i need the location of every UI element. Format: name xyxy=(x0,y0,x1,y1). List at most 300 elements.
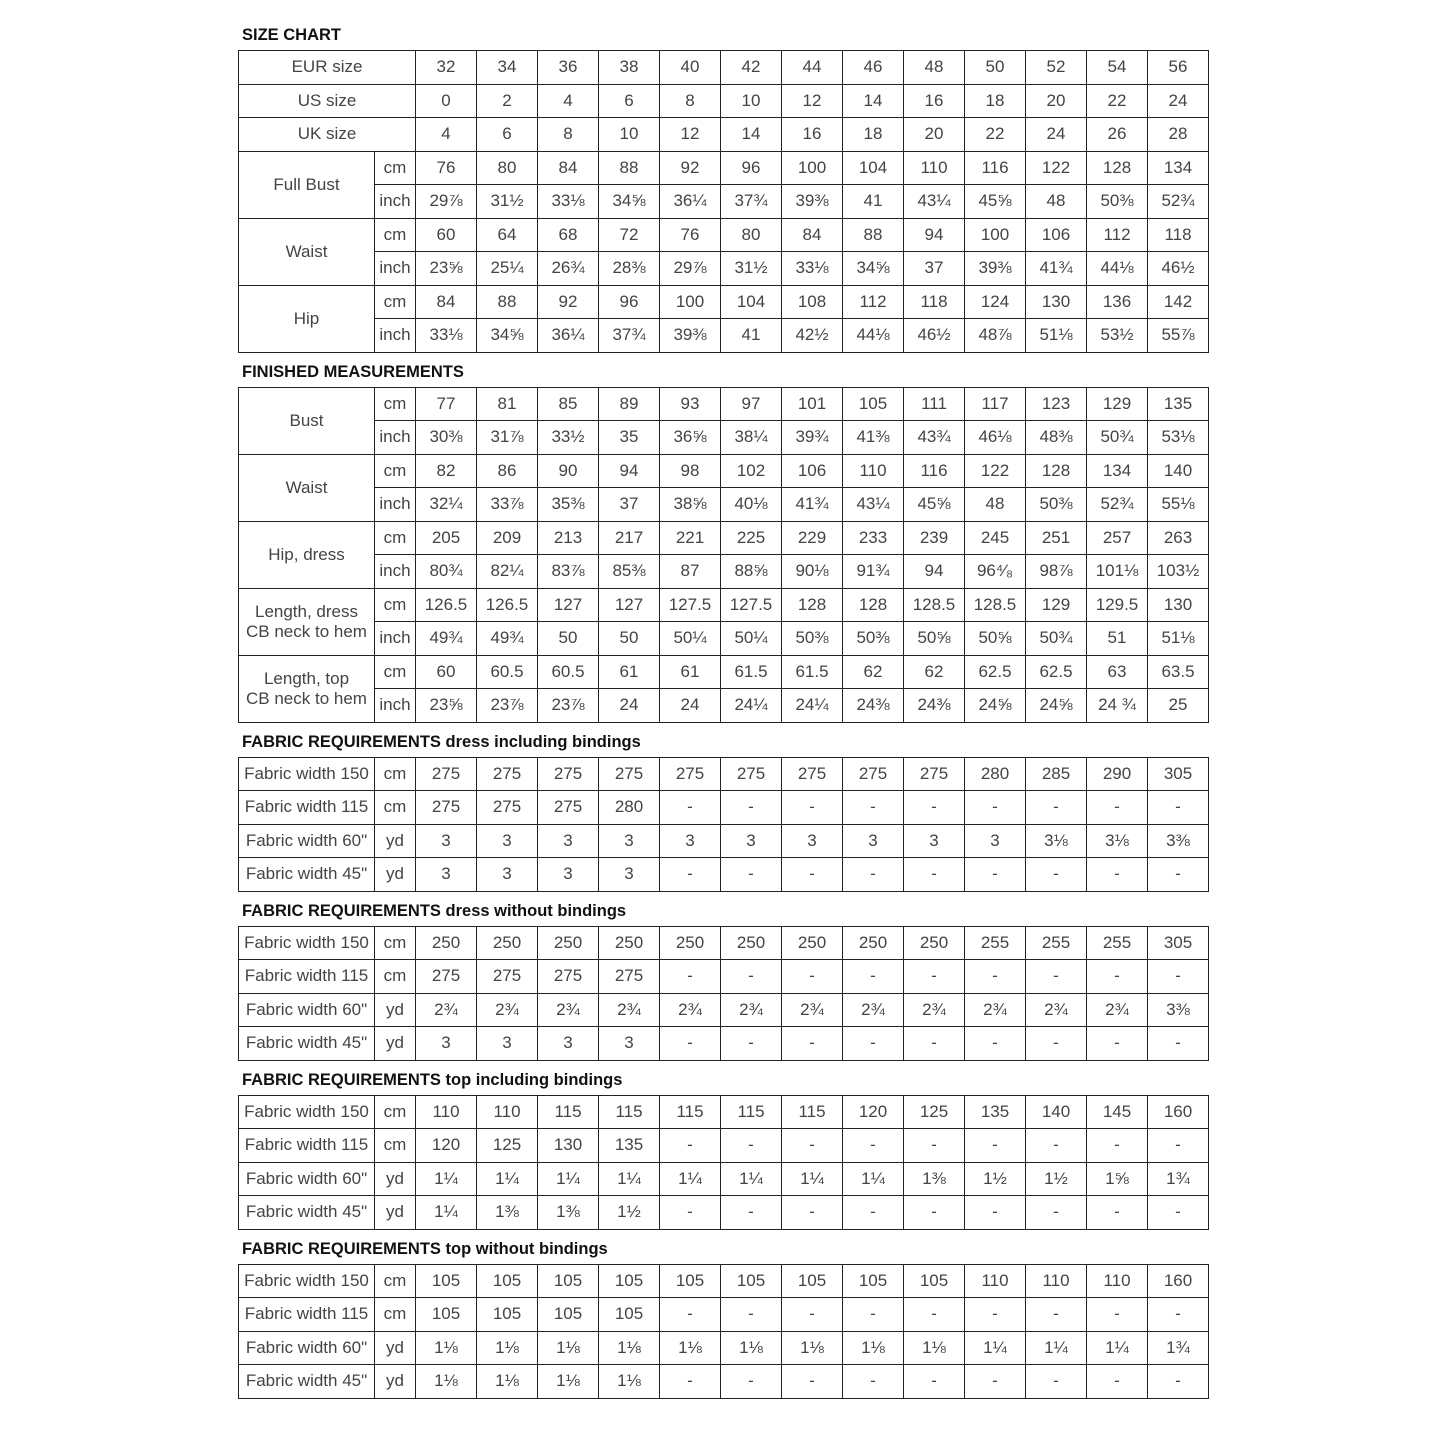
value-cell: 275 xyxy=(538,960,599,994)
value-cell: 1¼ xyxy=(721,1162,782,1196)
measurement-label xyxy=(239,454,375,521)
value-cell: 134 xyxy=(1148,151,1209,185)
value-cell: 105 xyxy=(660,1264,721,1298)
fabric-row xyxy=(239,824,1209,858)
unit-label: inch xyxy=(375,555,416,589)
value-cell: 41 xyxy=(843,185,904,219)
value-cell: - xyxy=(660,960,721,994)
size-cell: 20 xyxy=(904,118,965,152)
value-cell: 97 xyxy=(721,387,782,421)
value-cell: 105 xyxy=(538,1264,599,1298)
value-cell: - xyxy=(965,1129,1026,1163)
value-cell: 105 xyxy=(538,1298,599,1332)
value-cell: 46½ xyxy=(1148,252,1209,286)
unit-label: cm xyxy=(375,151,416,185)
value-cell: 275 xyxy=(416,791,477,825)
value-cell: 257 xyxy=(1087,521,1148,555)
unit-label: yd xyxy=(375,858,416,892)
value-cell: 1¼ xyxy=(1026,1331,1087,1365)
value-cell: 239 xyxy=(904,521,965,555)
value-cell: 33⅛ xyxy=(538,185,599,219)
value-cell: - xyxy=(1087,1129,1148,1163)
value-cell: 102 xyxy=(721,454,782,488)
value-cell: 94 xyxy=(599,454,660,488)
value-cell: 85⅜ xyxy=(599,555,660,589)
value-cell: 101⅛ xyxy=(1087,555,1148,589)
fabric-row xyxy=(239,791,1209,825)
value-cell: 34⅝ xyxy=(477,319,538,353)
value-cell: 29⅞ xyxy=(416,185,477,219)
size-cell: 24 xyxy=(1026,118,1087,152)
value-cell: - xyxy=(843,1365,904,1399)
value-cell: 1⅛ xyxy=(477,1331,538,1365)
value-cell: 250 xyxy=(538,926,599,960)
value-cell: - xyxy=(1026,858,1087,892)
fabric-row xyxy=(239,1298,1209,1332)
value-cell: 130 xyxy=(1148,588,1209,622)
fabric-row xyxy=(239,757,1209,791)
measurement-label xyxy=(239,588,375,655)
value-cell: 1½ xyxy=(1026,1162,1087,1196)
value-cell: 128.5 xyxy=(904,588,965,622)
unit-label: inch xyxy=(375,622,416,656)
value-cell: 250 xyxy=(843,926,904,960)
unit-label: cm xyxy=(375,588,416,622)
value-cell: 1½ xyxy=(599,1196,660,1230)
size-cell: 36 xyxy=(538,51,599,85)
value-cell: 24⅝ xyxy=(965,689,1026,723)
value-cell: 127.5 xyxy=(660,588,721,622)
value-cell: 134 xyxy=(1087,454,1148,488)
size-chart-document xyxy=(238,22,1208,1399)
value-cell: 86 xyxy=(477,454,538,488)
value-cell: 48 xyxy=(965,488,1026,522)
value-cell: 2¾ xyxy=(721,993,782,1027)
value-cell: 118 xyxy=(1148,218,1209,252)
fabric-title-bold: FABRIC REQUIREMENTS xyxy=(242,1239,441,1258)
value-cell: - xyxy=(904,1365,965,1399)
measurement-label-line1: Waist xyxy=(285,477,328,497)
value-cell: 44⅛ xyxy=(843,319,904,353)
value-cell: - xyxy=(1026,1298,1087,1332)
value-cell: 129.5 xyxy=(1087,588,1148,622)
value-cell: 24⅝ xyxy=(1026,689,1087,723)
value-cell: 110 xyxy=(965,1264,1026,1298)
fabric-title-sub: dress without bindings xyxy=(440,901,627,920)
row-label: US size xyxy=(239,84,416,118)
value-cell: 51⅛ xyxy=(1026,319,1087,353)
value-cell: 50¾ xyxy=(1087,421,1148,455)
value-cell: - xyxy=(782,1129,843,1163)
value-cell: 120 xyxy=(416,1129,477,1163)
value-cell: 36⅝ xyxy=(660,421,721,455)
fabric-row xyxy=(239,1331,1209,1365)
value-cell: 89 xyxy=(599,387,660,421)
value-cell: 3 xyxy=(538,824,599,858)
value-cell: 46½ xyxy=(904,319,965,353)
value-cell: 2¾ xyxy=(1087,993,1148,1027)
unit-label: cm xyxy=(375,926,416,960)
value-cell: 76 xyxy=(416,151,477,185)
value-cell: 110 xyxy=(1087,1264,1148,1298)
size-cell: 12 xyxy=(660,118,721,152)
value-cell: 120 xyxy=(843,1095,904,1129)
value-cell: 105 xyxy=(904,1264,965,1298)
value-cell: 129 xyxy=(1087,387,1148,421)
value-cell: 1¼ xyxy=(1087,1331,1148,1365)
measurement-label xyxy=(239,285,375,352)
value-cell: 50⅜ xyxy=(782,622,843,656)
value-cell: 103½ xyxy=(1148,555,1209,589)
size-cell: 16 xyxy=(904,84,965,118)
value-cell: 1¼ xyxy=(843,1162,904,1196)
value-cell: - xyxy=(782,960,843,994)
value-cell: 50 xyxy=(599,622,660,656)
measurement-row xyxy=(239,387,1209,421)
size-cell: 20 xyxy=(1026,84,1087,118)
value-cell: 3 xyxy=(416,858,477,892)
value-cell: 48⅜ xyxy=(1026,421,1087,455)
fabric-row xyxy=(239,1264,1209,1298)
value-cell: - xyxy=(904,1298,965,1332)
value-cell: 275 xyxy=(721,757,782,791)
value-cell: 1¾ xyxy=(1148,1331,1209,1365)
value-cell: 117 xyxy=(965,387,1026,421)
finished-measurements-title: FINISHED MEASUREMENTS xyxy=(242,362,464,381)
value-cell: 42½ xyxy=(782,319,843,353)
value-cell: 275 xyxy=(599,960,660,994)
value-cell: 128 xyxy=(1087,151,1148,185)
unit-label: cm xyxy=(375,454,416,488)
fabric-requirements-title xyxy=(238,898,1208,926)
value-cell: 3⅜ xyxy=(1148,824,1209,858)
fabric-row xyxy=(239,993,1209,1027)
value-cell: - xyxy=(782,1298,843,1332)
value-cell: - xyxy=(1148,1129,1209,1163)
unit-label: yd xyxy=(375,1196,416,1230)
value-cell: 110 xyxy=(1026,1264,1087,1298)
value-cell: - xyxy=(1087,858,1148,892)
value-cell: 106 xyxy=(782,454,843,488)
value-cell: 50¼ xyxy=(660,622,721,656)
value-cell: - xyxy=(965,791,1026,825)
value-cell: 55⅞ xyxy=(1148,319,1209,353)
value-cell: 250 xyxy=(477,926,538,960)
value-cell: - xyxy=(721,791,782,825)
fabric-requirements-table xyxy=(238,757,1209,892)
value-cell: - xyxy=(721,1196,782,1230)
value-cell: 290 xyxy=(1087,757,1148,791)
value-cell: 96 xyxy=(599,285,660,319)
fabric-width-label: Fabric width 150 xyxy=(239,926,375,960)
value-cell: 115 xyxy=(660,1095,721,1129)
size-cell: 4 xyxy=(538,84,599,118)
value-cell: 50 xyxy=(538,622,599,656)
value-cell: - xyxy=(1087,1027,1148,1061)
value-cell: 100 xyxy=(782,151,843,185)
size-cell: 2 xyxy=(477,84,538,118)
unit-label: cm xyxy=(375,387,416,421)
value-cell: 112 xyxy=(1087,218,1148,252)
unit-label: cm xyxy=(375,791,416,825)
value-cell: 39¾ xyxy=(782,421,843,455)
fabric-width-label: Fabric width 115 xyxy=(239,1298,375,1332)
value-cell: - xyxy=(965,1365,1026,1399)
value-cell: 88 xyxy=(599,151,660,185)
value-cell: 3 xyxy=(965,824,1026,858)
value-cell: 51 xyxy=(1087,622,1148,656)
value-cell: 53⅛ xyxy=(1148,421,1209,455)
value-cell: 105 xyxy=(599,1298,660,1332)
value-cell: - xyxy=(1148,1365,1209,1399)
value-cell: 23⅞ xyxy=(538,689,599,723)
value-cell: 43¼ xyxy=(904,185,965,219)
size-cell: 48 xyxy=(904,51,965,85)
value-cell: 3 xyxy=(782,824,843,858)
size-cell: 52 xyxy=(1026,51,1087,85)
value-cell: 39⅜ xyxy=(782,185,843,219)
value-cell: 76 xyxy=(660,218,721,252)
fabric-title-sub: dress including bindings xyxy=(440,732,641,751)
value-cell: - xyxy=(660,1129,721,1163)
unit-label: cm xyxy=(375,655,416,689)
value-cell: 41¾ xyxy=(782,488,843,522)
value-cell: - xyxy=(782,1365,843,1399)
value-cell: 94 xyxy=(904,555,965,589)
value-cell: 305 xyxy=(1148,926,1209,960)
value-cell: 105 xyxy=(416,1298,477,1332)
value-cell: 105 xyxy=(843,387,904,421)
value-cell: 2¾ xyxy=(660,993,721,1027)
value-cell: 88 xyxy=(477,285,538,319)
value-cell: 82¼ xyxy=(477,555,538,589)
fabric-width-label: Fabric width 150 xyxy=(239,1264,375,1298)
value-cell: 250 xyxy=(599,926,660,960)
value-cell: 128 xyxy=(843,588,904,622)
value-cell: 60.5 xyxy=(477,655,538,689)
measurement-label xyxy=(239,655,375,722)
size-cell: 8 xyxy=(538,118,599,152)
value-cell: 90 xyxy=(538,454,599,488)
value-cell: 1¼ xyxy=(965,1331,1026,1365)
value-cell: 263 xyxy=(1148,521,1209,555)
value-cell: 2¾ xyxy=(965,993,1026,1027)
value-cell: 250 xyxy=(904,926,965,960)
value-cell: 41⅜ xyxy=(843,421,904,455)
value-cell: - xyxy=(782,1027,843,1061)
value-cell: 24 xyxy=(599,689,660,723)
size-cell: 10 xyxy=(599,118,660,152)
size-cell: 22 xyxy=(1087,84,1148,118)
value-cell: - xyxy=(1026,1129,1087,1163)
value-cell: - xyxy=(843,858,904,892)
value-cell: 38⅝ xyxy=(660,488,721,522)
measurement-label xyxy=(239,218,375,285)
measurement-row xyxy=(239,252,1209,286)
value-cell: - xyxy=(721,1298,782,1332)
value-cell: 1¼ xyxy=(599,1162,660,1196)
measurement-row xyxy=(239,622,1209,656)
value-cell: 31⅞ xyxy=(477,421,538,455)
value-cell: 37 xyxy=(904,252,965,286)
value-cell: 96⁴⁄₈ xyxy=(965,555,1026,589)
fabric-title-bold: FABRIC REQUIREMENTS xyxy=(242,732,441,751)
value-cell: 213 xyxy=(538,521,599,555)
value-cell: 64 xyxy=(477,218,538,252)
value-cell: 160 xyxy=(1148,1095,1209,1129)
value-cell: 81 xyxy=(477,387,538,421)
value-cell: - xyxy=(1026,1365,1087,1399)
fabric-title-bold: FABRIC REQUIREMENTS xyxy=(242,1070,441,1089)
measurement-row xyxy=(239,521,1209,555)
value-cell: 1⅛ xyxy=(477,1365,538,1399)
value-cell: 115 xyxy=(599,1095,660,1129)
value-cell: 50⅝ xyxy=(904,622,965,656)
value-cell: 3⅛ xyxy=(1026,824,1087,858)
value-cell: - xyxy=(904,1196,965,1230)
value-cell: 1⅜ xyxy=(904,1162,965,1196)
value-cell: 3 xyxy=(599,858,660,892)
value-cell: - xyxy=(843,1129,904,1163)
value-cell: 142 xyxy=(1148,285,1209,319)
value-cell: 25¼ xyxy=(477,252,538,286)
measurement-label xyxy=(239,387,375,454)
value-cell: 37¾ xyxy=(721,185,782,219)
value-cell: 3 xyxy=(904,824,965,858)
value-cell: 126.5 xyxy=(477,588,538,622)
value-cell: 87 xyxy=(660,555,721,589)
measurement-row xyxy=(239,588,1209,622)
value-cell: - xyxy=(843,1196,904,1230)
value-cell: 1¼ xyxy=(477,1162,538,1196)
value-cell: - xyxy=(965,960,1026,994)
value-cell: 209 xyxy=(477,521,538,555)
fabric-row xyxy=(239,926,1209,960)
value-cell: 1⅛ xyxy=(538,1365,599,1399)
value-cell: 35⅜ xyxy=(538,488,599,522)
value-cell: - xyxy=(843,1027,904,1061)
value-cell: - xyxy=(1087,1196,1148,1230)
value-cell: - xyxy=(1087,960,1148,994)
value-cell: 255 xyxy=(1026,926,1087,960)
value-cell: 37 xyxy=(599,488,660,522)
fabric-width-label: Fabric width 60" xyxy=(239,1162,375,1196)
unit-label: cm xyxy=(375,1298,416,1332)
value-cell: - xyxy=(904,791,965,825)
value-cell: - xyxy=(965,1298,1026,1332)
value-cell: - xyxy=(660,1298,721,1332)
value-cell: 115 xyxy=(721,1095,782,1129)
value-cell: 39⅜ xyxy=(965,252,1026,286)
value-cell: 3 xyxy=(477,1027,538,1061)
value-cell: 32¼ xyxy=(416,488,477,522)
unit-label: yd xyxy=(375,993,416,1027)
value-cell: 250 xyxy=(416,926,477,960)
value-cell: 28⅜ xyxy=(599,252,660,286)
value-cell: 2¾ xyxy=(782,993,843,1027)
value-cell: 1⅛ xyxy=(660,1331,721,1365)
value-cell: 68 xyxy=(538,218,599,252)
value-cell: 48⅞ xyxy=(965,319,1026,353)
measurement-label-line1: Hip, dress xyxy=(268,544,345,564)
value-cell: 115 xyxy=(538,1095,599,1129)
value-cell: 245 xyxy=(965,521,1026,555)
value-cell: 33⅞ xyxy=(477,488,538,522)
value-cell: 82 xyxy=(416,454,477,488)
value-cell: - xyxy=(1026,1027,1087,1061)
value-cell: 24¼ xyxy=(782,689,843,723)
value-cell: 45⅝ xyxy=(904,488,965,522)
fabric-width-label: Fabric width 115 xyxy=(239,1129,375,1163)
value-cell: 34⅝ xyxy=(599,185,660,219)
value-cell: - xyxy=(1148,960,1209,994)
value-cell: 250 xyxy=(660,926,721,960)
value-cell: 217 xyxy=(599,521,660,555)
value-cell: 23⅝ xyxy=(416,252,477,286)
value-cell: 105 xyxy=(721,1264,782,1298)
fabric-width-label: Fabric width 60" xyxy=(239,1331,375,1365)
measurement-label xyxy=(239,151,375,218)
value-cell: - xyxy=(1087,791,1148,825)
value-cell: 110 xyxy=(416,1095,477,1129)
value-cell: - xyxy=(660,1196,721,1230)
value-cell: 135 xyxy=(965,1095,1026,1129)
value-cell: 275 xyxy=(599,757,660,791)
value-cell: 229 xyxy=(782,521,843,555)
value-cell: 221 xyxy=(660,521,721,555)
value-cell: 2¾ xyxy=(538,993,599,1027)
fabric-width-label: Fabric width 45" xyxy=(239,1027,375,1061)
value-cell: 1¼ xyxy=(782,1162,843,1196)
value-cell: 108 xyxy=(782,285,843,319)
value-cell: 60 xyxy=(416,218,477,252)
size-cell: 6 xyxy=(599,84,660,118)
value-cell: - xyxy=(904,858,965,892)
unit-label: cm xyxy=(375,960,416,994)
value-cell: 105 xyxy=(477,1264,538,1298)
size-cell: 18 xyxy=(843,118,904,152)
value-cell: 280 xyxy=(599,791,660,825)
value-cell: 124 xyxy=(965,285,1026,319)
value-cell: 275 xyxy=(782,757,843,791)
size-cell: 42 xyxy=(721,51,782,85)
size-cell: 16 xyxy=(782,118,843,152)
value-cell: 122 xyxy=(1026,151,1087,185)
value-cell: 275 xyxy=(538,791,599,825)
value-cell: 45⅝ xyxy=(965,185,1026,219)
size-cell: 56 xyxy=(1148,51,1209,85)
value-cell: - xyxy=(965,1027,1026,1061)
size-cell: 40 xyxy=(660,51,721,85)
value-cell: 77 xyxy=(416,387,477,421)
measurement-label-line1: Length, dress xyxy=(254,601,358,621)
value-cell: 1¼ xyxy=(538,1162,599,1196)
value-cell: - xyxy=(782,1196,843,1230)
value-cell: 2¾ xyxy=(477,993,538,1027)
value-cell: 84 xyxy=(782,218,843,252)
size-chart-table xyxy=(238,50,1209,353)
value-cell: 91¾ xyxy=(843,555,904,589)
value-cell: 33½ xyxy=(538,421,599,455)
value-cell: 1⅛ xyxy=(599,1331,660,1365)
value-cell: 49¾ xyxy=(477,622,538,656)
value-cell: 105 xyxy=(477,1298,538,1332)
value-cell: 52¾ xyxy=(1148,185,1209,219)
value-cell: 3 xyxy=(721,824,782,858)
value-cell: 3 xyxy=(599,1027,660,1061)
value-cell: 85 xyxy=(538,387,599,421)
value-cell: 33⅛ xyxy=(782,252,843,286)
